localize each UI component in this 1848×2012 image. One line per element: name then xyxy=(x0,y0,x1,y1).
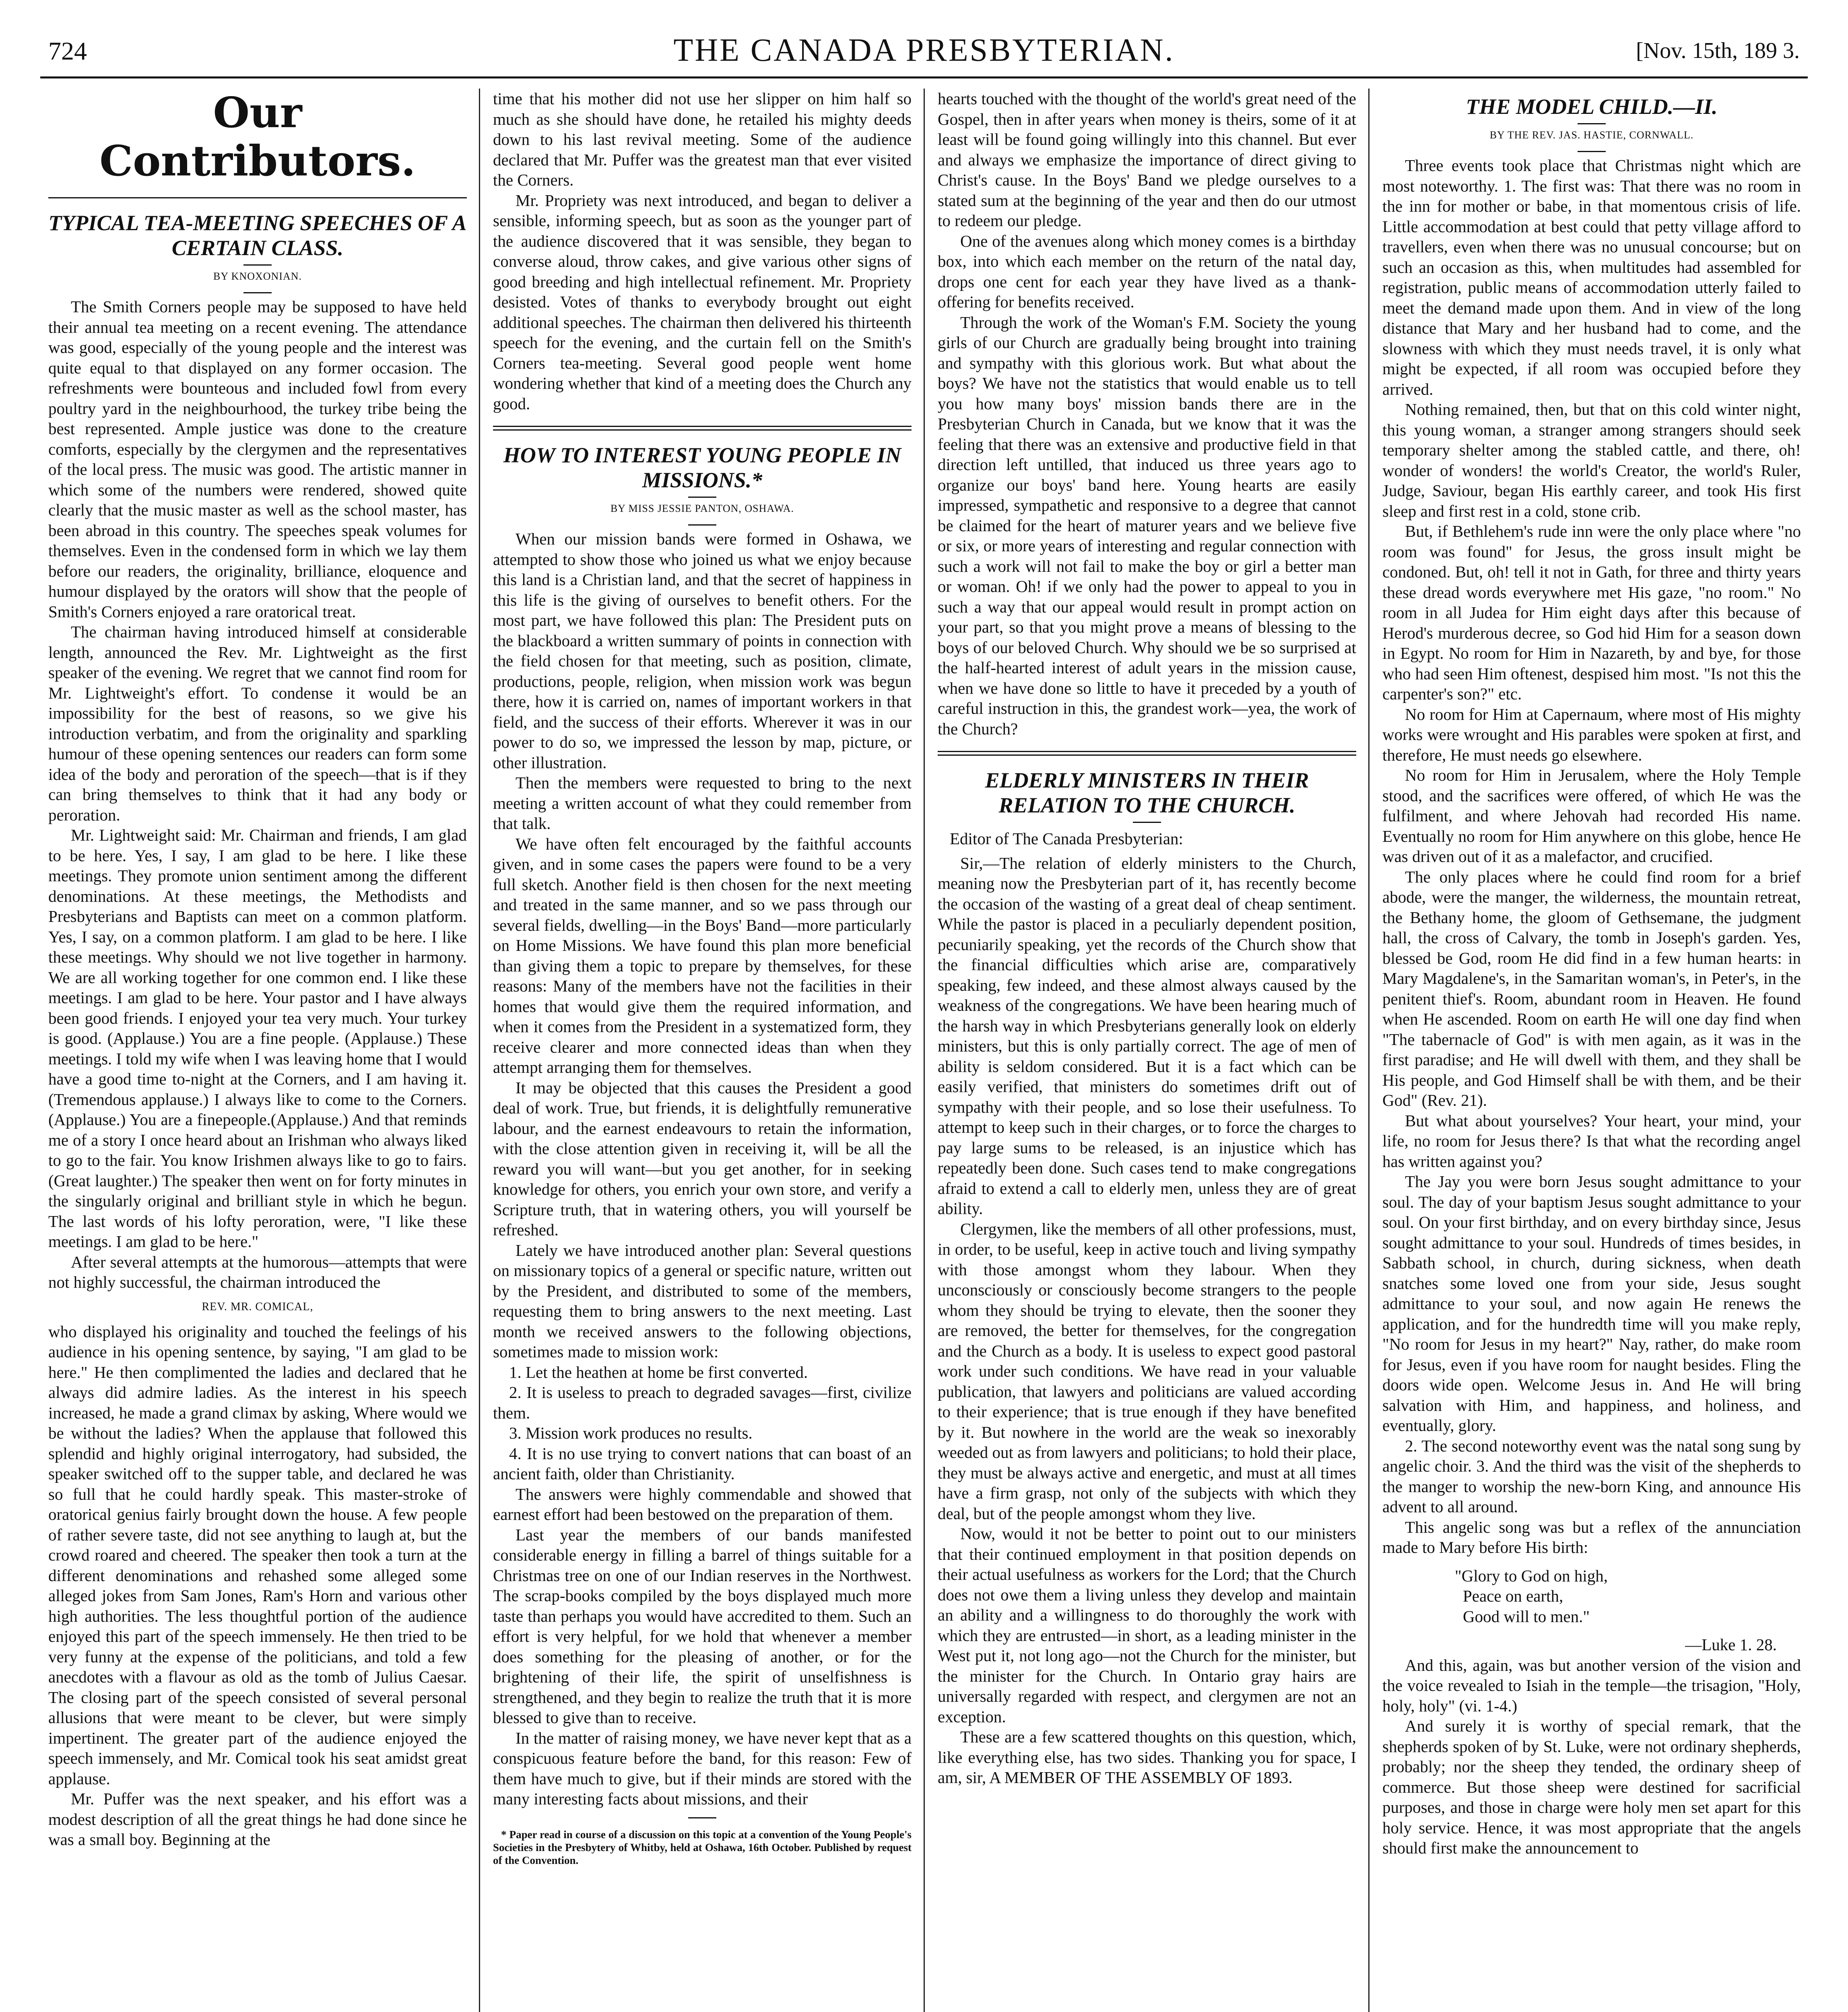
article-paragraph: And this, again, was but another version of the vision and the voice revealed to Isiah in the temple—the trisagion, "Holy, holy, holy" (vi. 1-4.) xyxy=(1382,1655,1801,1715)
section-heading: Our Contributors. xyxy=(99,89,416,186)
verse-line: "Glory to God on high, xyxy=(1455,1566,1608,1585)
article-paragraph: Three events took place that Christmas night which are most noteworthy. 1. The first was: That there was no room in the inn for mother or babe, in that momentous crisis of life. Little accommodation at best could that petty village afford to travellers, even when there was no unusual concourse; but on such an occasion as this, when multitudes had assembled for registration, public means of accommodation utterly failed to meet the demand made upon them. And in view of the long distance that Mary and her husband had to come, and the slowness with which they must needs travel, it is only what might be expected, if all room was occupied before they arrived. xyxy=(1382,156,1801,398)
divider xyxy=(688,524,716,526)
list-item: 3. Mission work produces no results. xyxy=(509,1424,753,1442)
article-separator xyxy=(938,751,1356,756)
article-title: ELDERLY MINISTERS IN THEIR RELATION TO THE CHURCH. xyxy=(985,768,1309,817)
article-paragraph: The Smith Corners people may be supposed to have held their annual tea meeting on a recent evening. The attendance was good, especially of the young people and the interest was quite equal to that displayed on any former occasion. The refreshments were bounteous and included fowl from every poultry yard in the neighbourhood, the turkey tribe being the best represented. Ample justice was done to the creature comforts, especially by the clergymen and the representatives of the local press. The music was good. The artistic manner in which some of the numbers were rendered, showed quite clearly that the music master as well as the school master, has been abroad in this country. The speeches speak volumes for themselves. Even in the condensed form in which we lay them before our readers, the originality, brilliance, eloquence and humour displayed by the orators will show that the people of Smith's Corners enjoyed a rare oratorical treat. xyxy=(48,297,467,621)
article-paragraph: Through the work of the Woman's F.M. Society the young girls of our Church are gradually being brought into training and sympathy with this glorious work. But what about the boys? We have not the statistics that would enable us to tell you how many boys' mission bands there are in the Presbyterian Church in Canada, but we know that it was the feeling that there was an extensive and productive field in that direction left untilled, that induced us three years ago to organize our boys' band here. Young hearts are easily impressed, sympathetic and responsive to a degree that cannot be claimed for the heart of maturer years and we believe five or six, or more years of interesting and regular connection with such a work will not fail to make the boy or girl a better man or woman. Oh! if we only had the power to appeal to you in such a way that our appeal would result in prompt action on your part, so that you might prove a means of blessing to the boys of our beloved Church. Why should we be so surprised at the half-hearted interest of adult years in the mission cause, when we have done so little to have it preceded by a youth of careful instruction in this, the grandest work—yea, the work of the Church? xyxy=(938,313,1356,738)
article-paragraph: No room for Him at Capernaum, where most of His mighty works were wrought and His parables were spoken at first, and therefore, He must needs go elsewhere. xyxy=(1382,705,1801,764)
divider xyxy=(1578,123,1606,124)
article-paragraph: Mr. Puffer was the next speaker, and his effort was a modest description of all the great things he had done since he was a small boy. Beginning at the xyxy=(48,1789,467,1849)
issue-date: [Nov. 15th, 189 3. xyxy=(1636,38,1800,63)
list-item: 4. It is no use trying to convert nations that can boast of an ancient faith, older than Christianity. xyxy=(493,1444,912,1483)
speaker-subhead: REV. MR. COMICAL, xyxy=(202,1300,314,1313)
article-title: TYPICAL TEA-MEETING SPEECHES OF A CERTAIN CLASS. xyxy=(48,211,467,260)
newspaper-title: THE CANADA PRESBYTERIAN. xyxy=(673,33,1175,68)
article-paragraph: After several attempts at the humorous—attempts that were not highly successful, the chairman introduced the xyxy=(48,1252,467,1291)
article-byline: BY MISS JESSIE PANTON, OSHAWA. xyxy=(610,503,794,514)
divider xyxy=(688,1817,716,1818)
article-title: THE MODEL CHILD.—II. xyxy=(1466,95,1718,119)
article-paragraph: The Jay you were born Jesus sought admittance to your soul. The day of your baptism Jesus sought admittance to your soul. On your first birthday, and on every birthday since, Jesus sought admittance to your soul. Hundreds of times besides, in Sabbath school, in church, during sickness, when death snatches some loved one from your side, Jesus sought admittance to your soul, and now again He renews the application, and for the hundredth time will you make reply, "No room for Jesus in my heart?" Nay, rather, do make room for Jesus, even if you have room for naught besides. Fling the doors wide open. Welcome Jesus in. And He will bring salvation with Him, and happiness, and holiness, and eventually, glory. xyxy=(1382,1172,1801,1435)
column-4 xyxy=(1382,89,1801,2012)
article-paragraph: This angelic song was but a reflex of the annunciation made to Mary before His birth: xyxy=(1382,1517,1801,1556)
article-paragraph: Mr. Lightweight said: Mr. Chairman and friends, I am glad to be here. Yes, I say, I am glad to be here. I like these meetings. They promote union sentiment among the different denominations. At these meetings, the Methodists and Presbyterians and Baptists can meet on a common platform. Yes, I say, on a common platform. I am glad to be here. I like these meetings. Why should we not live together in harmony. We are all working together for one common end. I like these meetings. I am glad to be here. Your pastor and I have always been good friends. I enjoyed your tea very much. Your turkey is good. (Applause.) You are a fine people. (Applause.) These meetings. I told my wife when I was leaving home that I would have a good time to-night at the Corners, and I am having it. (Tremendous applause.) I always like to come to the Corners. (Applause.) You are a finepeople.(Applause.) And that reminds me of a story I once heard about an Irishman who always liked to go to the fair. You know Irishmen always like to go to fairs. (Great laughter.) The speaker then went on for forty minutes in the singularly original and brilliant style in which he begun. The last words of his lofty peroration, were, "I like these meetings. I am glad to be here." xyxy=(48,826,467,1251)
list-item: 1. Let the heathen at home be first converted. xyxy=(509,1363,808,1381)
page-header xyxy=(40,32,1808,68)
article-paragraph: In the matter of raising money, we have never kept that as a conspicuous feature before the band, for this reason: Few of them have much to give, but if their minds are stored with the many interesting facts about missions, and their xyxy=(493,1728,912,1808)
verse-citation: —Luke 1. 28. xyxy=(1685,1635,1777,1654)
divider xyxy=(688,497,716,498)
column-rule xyxy=(924,89,925,2012)
article-paragraph: When our mission bands were formed in Oshawa, we attempted to show those who joined us what we enjoy because this land is a Christian land, and that the secret of happiness in this life is the giving of ourselves to benefit others. For the most part, we have followed this plan: The President puts on the blackboard a written summary of points in connection with the field chosen for that meeting, such as position, climate, productions, people, religion, when mission work was begun there, how it is carried on, names of important workers in that field, and the success of their efforts. Wherever it was in our power to do so, we impressed the lesson by map, picture, or other illustration. xyxy=(493,530,912,772)
article-byline: BY KNOXONIAN. xyxy=(213,270,302,282)
quoted-verse xyxy=(1455,1566,1801,1627)
section-rule xyxy=(48,197,467,198)
page-number: 724 xyxy=(48,37,87,65)
divider xyxy=(1133,822,1161,823)
footnote xyxy=(493,1828,912,1867)
column-2 xyxy=(493,89,912,2012)
article-paragraph: Then the members were requested to bring to the next meeting a written account of what they could remember from that talk. xyxy=(493,773,912,833)
article-byline: BY THE REV. JAS. HASTIE, CORNWALL. xyxy=(1489,129,1694,141)
article-paragraph: These are a few scattered thoughts on this question, which, like everything else, has two sides. Thanking you for space, I am, sir, A MEMBER OF THE ASSEMBLY OF 1893. xyxy=(938,1728,1356,1787)
column-1 xyxy=(48,89,467,2012)
verse-line: Peace on earth, xyxy=(1463,1587,1563,1605)
article-paragraph: time that his mother did not use her slipper on him half so much as she should have done, he retailed his mighty deeds down to his last revival meeting. Some of the audience declared that Mr. Puffer was the greatest man that ever visited the Corners. xyxy=(493,89,912,189)
column-3 xyxy=(938,89,1356,2012)
article-paragraph: who displayed his originality and touched the feelings of his audience in his opening sentence, by saying, "I am glad to be here." He then complimented the ladies and declared that he always did admire ladies. As the interest in his speech increased, he made a grand climax by asking, Where would we be without the ladies? When the applause that followed this splendid and highly original interrogatory, had subsided, the speaker switched off to the supper table, and declared he was so full that he could hardly speak. This master-stroke of oratorical genius fairly brought down the house. A few people of rather severe taste, did not see anything to laugh at, but the crowd roared and cheered. The speaker then took a turn at the different denominations and rehashed some alleged some alleged jokes from Sam Jones, Ram's Horn and various other high authorities. The less thoughtful portion of the audience enjoyed this part of the speech immensely. He then tried to be very funny at the expense of the politicians, and told a few anecdotes with a flavour as old as the tomb of Julius Caesar. The closing part of the speech consisted of several personal allusions that were meant to be clever, but were simply impertinent. The greater part of the audience enjoyed the speech immensely, and Mr. Comical took his seat amidst great applause. xyxy=(48,1322,467,1788)
article-title: HOW TO INTEREST YOUNG PEOPLE IN MISSIONS.* xyxy=(503,443,901,492)
divider xyxy=(243,264,272,266)
divider xyxy=(1578,151,1606,152)
article-paragraph: Lately we have introduced another plan: Several questions on missionary topics of a general or specific nature, written out by the President, and distributed to some of the members, requesting them to bring answers to the next meeting. Last month we received answers to the following objections, sometimes made to mission work: xyxy=(493,1241,912,1361)
article-paragraph: The chairman having introduced himself at considerable length, announced the Rev. Mr. Lightweight as the first speaker of the evening. We regret that we cannot find room for Mr. Lightweight's effort. To condense it would be an impossibility for the best of reasons, so we give his introduction verbatim, and from the originality and sparkling humour of these opening sentences our readers can form some idea of the body and peroration of the speech—that is if they can bring themselves to think that it had any body or peroration. xyxy=(48,623,467,824)
article-paragraph: And surely it is worthy of special remark, that the shepherds spoken of by St. Luke, were not ordinary shepherds, probably; nor the sheep they tended, the ordinary sheep of commerce. But those sheep were destined for sacrificial purposes, and those in charge were holy men set apart for this holy service. Hence, it was most appropriate that the angels should first make the announcement to xyxy=(1382,1717,1801,1857)
objections-list xyxy=(493,1362,912,1484)
article-paragraph: The answers were highly commendable and showed that earnest effort had been bestowed on the preparation of them. xyxy=(493,1484,912,1523)
letter-salutation: Editor of The Canada Presbyterian: xyxy=(950,829,1183,848)
header-rule xyxy=(40,76,1808,78)
list-item: 2. It is useless to preach to degraded savages—first, civilize them. xyxy=(493,1383,912,1422)
article-separator xyxy=(493,426,912,431)
article-paragraph: One of the avenues along which money comes is a birthday box, into which each member on the return of the natal day, drops one cent for each year they have lived as a thank-offering for benefits received. xyxy=(938,231,1356,311)
article-paragraph: Now, would it not be better to point out to our ministers that their continued employment in that position depends on their actual usefulness as workers for the Lord; that the Church does not owe them a living unless they develop and maintain an ability and a willingness to do thoroughly the work with which they are entrusted—in short, as a leading minister in the West put it, not long ago—not the Church for the minister, but the minister for the Church. In Ontario gray hairs are universally regarded with respect, and clergymen are not an exception. xyxy=(938,1524,1356,1726)
footnote-text: * Paper read in course of a discussion on this topic at a convention of the Young People's Societies in the Presbytery of Whitby, held at Oshawa, 16th October. Published by request of the Convention. xyxy=(493,1828,912,1866)
column-rule xyxy=(479,89,480,2012)
article-paragraph: The only places where he could find room for a brief abode, were the manger, the wilderness, the mountain retreat, the Bethany home, the gloom of Gethsemane, the judgment hall, the cross of Calvary, the tomb in Joseph's garden. Yes, blessed be God, room He did find in a few human hearts: in Mary Magdalene's, in the Samaritan woman's, in Peter's, in the penitent thief's. Room, abundant room in Heaven. He found when He ascended. Room on earth He will one day find when "The tabernacle of God" is with men again, as it was in the first paradise; and He will dwell with them, and they shall be His people, and God Himself shall be with them, and be their God" (Rev. 21). xyxy=(1382,867,1801,1109)
article-paragraph: 2. The second noteworthy event was the natal song sung by angelic choir. 3. And the third was the visit of the shepherds to the manger to worship the new-born King, and announce His advent to all around. xyxy=(1382,1436,1801,1516)
article-paragraph: But what about yourselves? Your heart, your mind, your life, no room for Jesus there? Is that what the recording angel has written against you? xyxy=(1382,1111,1801,1171)
verse-line: Good will to men." xyxy=(1463,1607,1590,1626)
article-paragraph: hearts touched with the thought of the world's great need of the Gospel, then in after years when money is theirs, some of it at least will be found going willingly into this channel. But ever and always we emphasize the importance of direct giving to Christ's cause. In the Boys' Band we pledge ourselves to a stated sum at the beginning of the year and then do our utmost to redeem our pledge. xyxy=(938,89,1356,230)
article-paragraph: Sir,—The relation of elderly ministers to the Church, meaning now the Presbyterian part of it, has recently become the occasion of the wasting of a great deal of cheap sentiment. While the pastor is placed in a peculiarly dependent position, pecuniarily speaking, yet the records of the Church show that the financial difficulties which arise are, comparatively speaking, few indeed, and these almost always caused by the weakness of the congregations. We have been hearing much of the harsh way in which Presbyterians generally look on elderly ministers, but this is only partially correct. The age of men of ability is seldom considered. But it is a fact which can be easily verified, that ministers do sometimes drift out of sympathy with their people, and so lose their usefulness. To attempt to keep such in their charges, or to force the charges to pay large sums to be released, is an injustice which has repeatedly been done. Such cases tend to make congregations afraid to extend a call to elderly men, unless they are of great ability. xyxy=(938,853,1356,1218)
article-paragraph: No room for Him in Jerusalem, where the Holy Temple stood, and the sacrifices were offered, of which He was the fulfilment, and where Jehovah had recorded His name. Eventually no room for Him anywhere on this globe, hence He was driven out of it as a malefactor, and crucified. xyxy=(1382,766,1801,866)
divider xyxy=(243,292,272,293)
article-paragraph: Mr. Propriety was next introduced, and began to deliver a sensible, informing speech, but as soon as the younger part of the audience discovered that it was sensible, they began to converse aloud, throw cakes, and give various other signs of good breeding and high intellectual refinement. Mr. Propriety desisted. Votes of thanks to everybody brought out eight additional speeches. The chairman then delivered his thirteenth speech for the evening, and the curtain fell on the Smith's Corners tea-meeting. Several good people went home wondering whether that kind of a meeting does the Church any good. xyxy=(493,191,912,413)
article-paragraph: Nothing remained, then, but that on this cold winter night, this young woman, a stranger among strangers should seek temporary shelter among the stabled cattle, and there, oh! wonder of wonders! the world's Creator, the world's Ruler, Judge, Saviour, began His earthly career, and took His first sleep and first rest in a cold, stone crib. xyxy=(1382,400,1801,520)
article-paragraph: Clergymen, like the members of all other professions, must, in order, to be useful, keep in active touch and living sympathy with those amongst whom they labour. When they unconsciously or consciously become strangers to the people whom they should be trying to elevate, then the sooner they are removed, the better for themselves, for the congregation and the Church as a body. It is useless to expect good pastoral work under such conditions. We have read in your valuable publication, that lawyers and politicians are valued according to their experience; that is true enough if they have benefited by it. But nowhere in the world are the weak so inexorably weeded out as from lawyers and politicians; to hold their place, they must be always active and energetic, and must at all times have a firm grasp, not only of the subjects with which they deal, but of the people amongst whom they live. xyxy=(938,1219,1356,1523)
article-paragraph: But, if Bethlehem's rude inn were the only place where "no room was found" for Jesus, the gross insult might be condoned. But, oh! tell it not in Gath, for three and thirty years these dread words everywhere met His gaze, "no room." No room in all Judea for Him eight days after this because of Herod's murderous decree, so God hid Him for a season down in Egypt. No room for Him in Nazareth, by and bye, for those who had seen Him oftenest, despised him most. "Is not this the carpenter's son?" etc. xyxy=(1382,522,1801,703)
column-rule xyxy=(1368,89,1370,2012)
article-paragraph: It may be objected that this causes the President a good deal of work. True, but friends, it is delightfully remunerative labour, and the earnest endeavours to retain the information, with the close attention given in receiving it, will be all the reward you will want—but you get another, for in seeking knowledge for others, you enrich your own store, and verify a Scripture truth, that in watering others, you will yourself be refreshed. xyxy=(493,1078,912,1239)
article-paragraph: Last year the members of our bands manifested considerable energy in filling a barrel of things suitable for a Christmas tree on one of our Indian reserves in the Northwest. The scrap-books compiled by the boys displayed much more taste than perhaps you would have accredited to them. Such an effort is very helpful, for we hold that whenever a member does something for the pleasing of another, or for the brightening of their life, the spirit of unselfishness is strengthened, and they begin to realize the truth that it is more blessed to give than to receive. xyxy=(493,1525,912,1727)
article-paragraph: We have often felt encouraged by the faithful accounts given, and in some cases the papers were found to be a very full sketch. Another field is then chosen for the next meeting and treated in the same manner, and so we pass through our several fields, dwelling—in the Boys' Band—more particularly on Home Missions. We have found this plan more beneficial than giving them a topic to prepare by themselves, for these reasons: Many of the members have not the facilities in their homes that would give them the required information, and when it comes from the President in a systematized form, they receive clearer and more connected ideas than when they attempt arranging them for themselves. xyxy=(493,834,912,1076)
